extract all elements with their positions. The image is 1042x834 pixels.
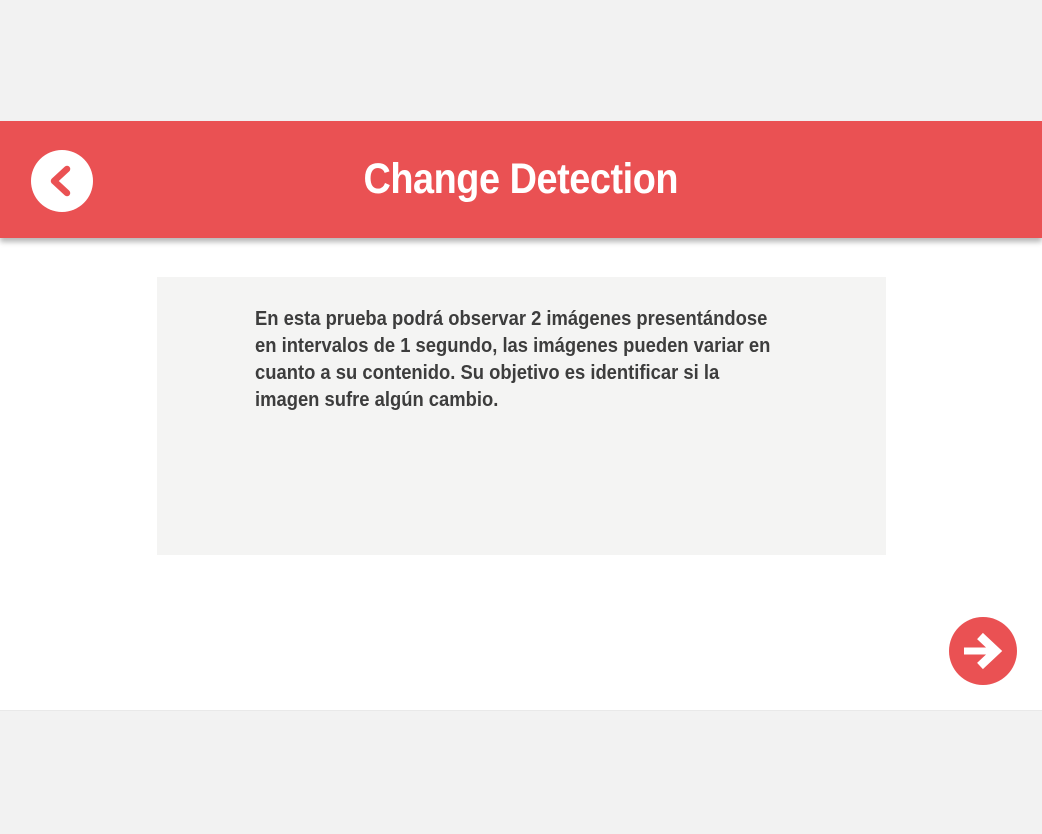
instruction-line: cuanto a su contenido. Su objetivo es identificar si la — [255, 362, 720, 384]
footer-strip — [0, 710, 1042, 834]
app-bar — [0, 121, 1042, 238]
arrow-right-icon — [949, 617, 1017, 685]
chevron-left-icon — [43, 161, 81, 201]
back-button[interactable] — [31, 150, 93, 212]
instruction-line: imagen sufre algún cambio. — [255, 389, 499, 411]
instruction-line: en intervalos de 1 segundo, las imágenes pueden variar en — [255, 335, 771, 357]
instruction-card — [157, 277, 886, 555]
next-button[interactable] — [949, 617, 1017, 685]
instruction-text — [255, 306, 807, 414]
top-strip — [0, 0, 1042, 121]
page-title: Change Detection — [363, 155, 679, 203]
instruction-line: En esta prueba podrá observar 2 imágenes presentándose — [255, 308, 768, 330]
